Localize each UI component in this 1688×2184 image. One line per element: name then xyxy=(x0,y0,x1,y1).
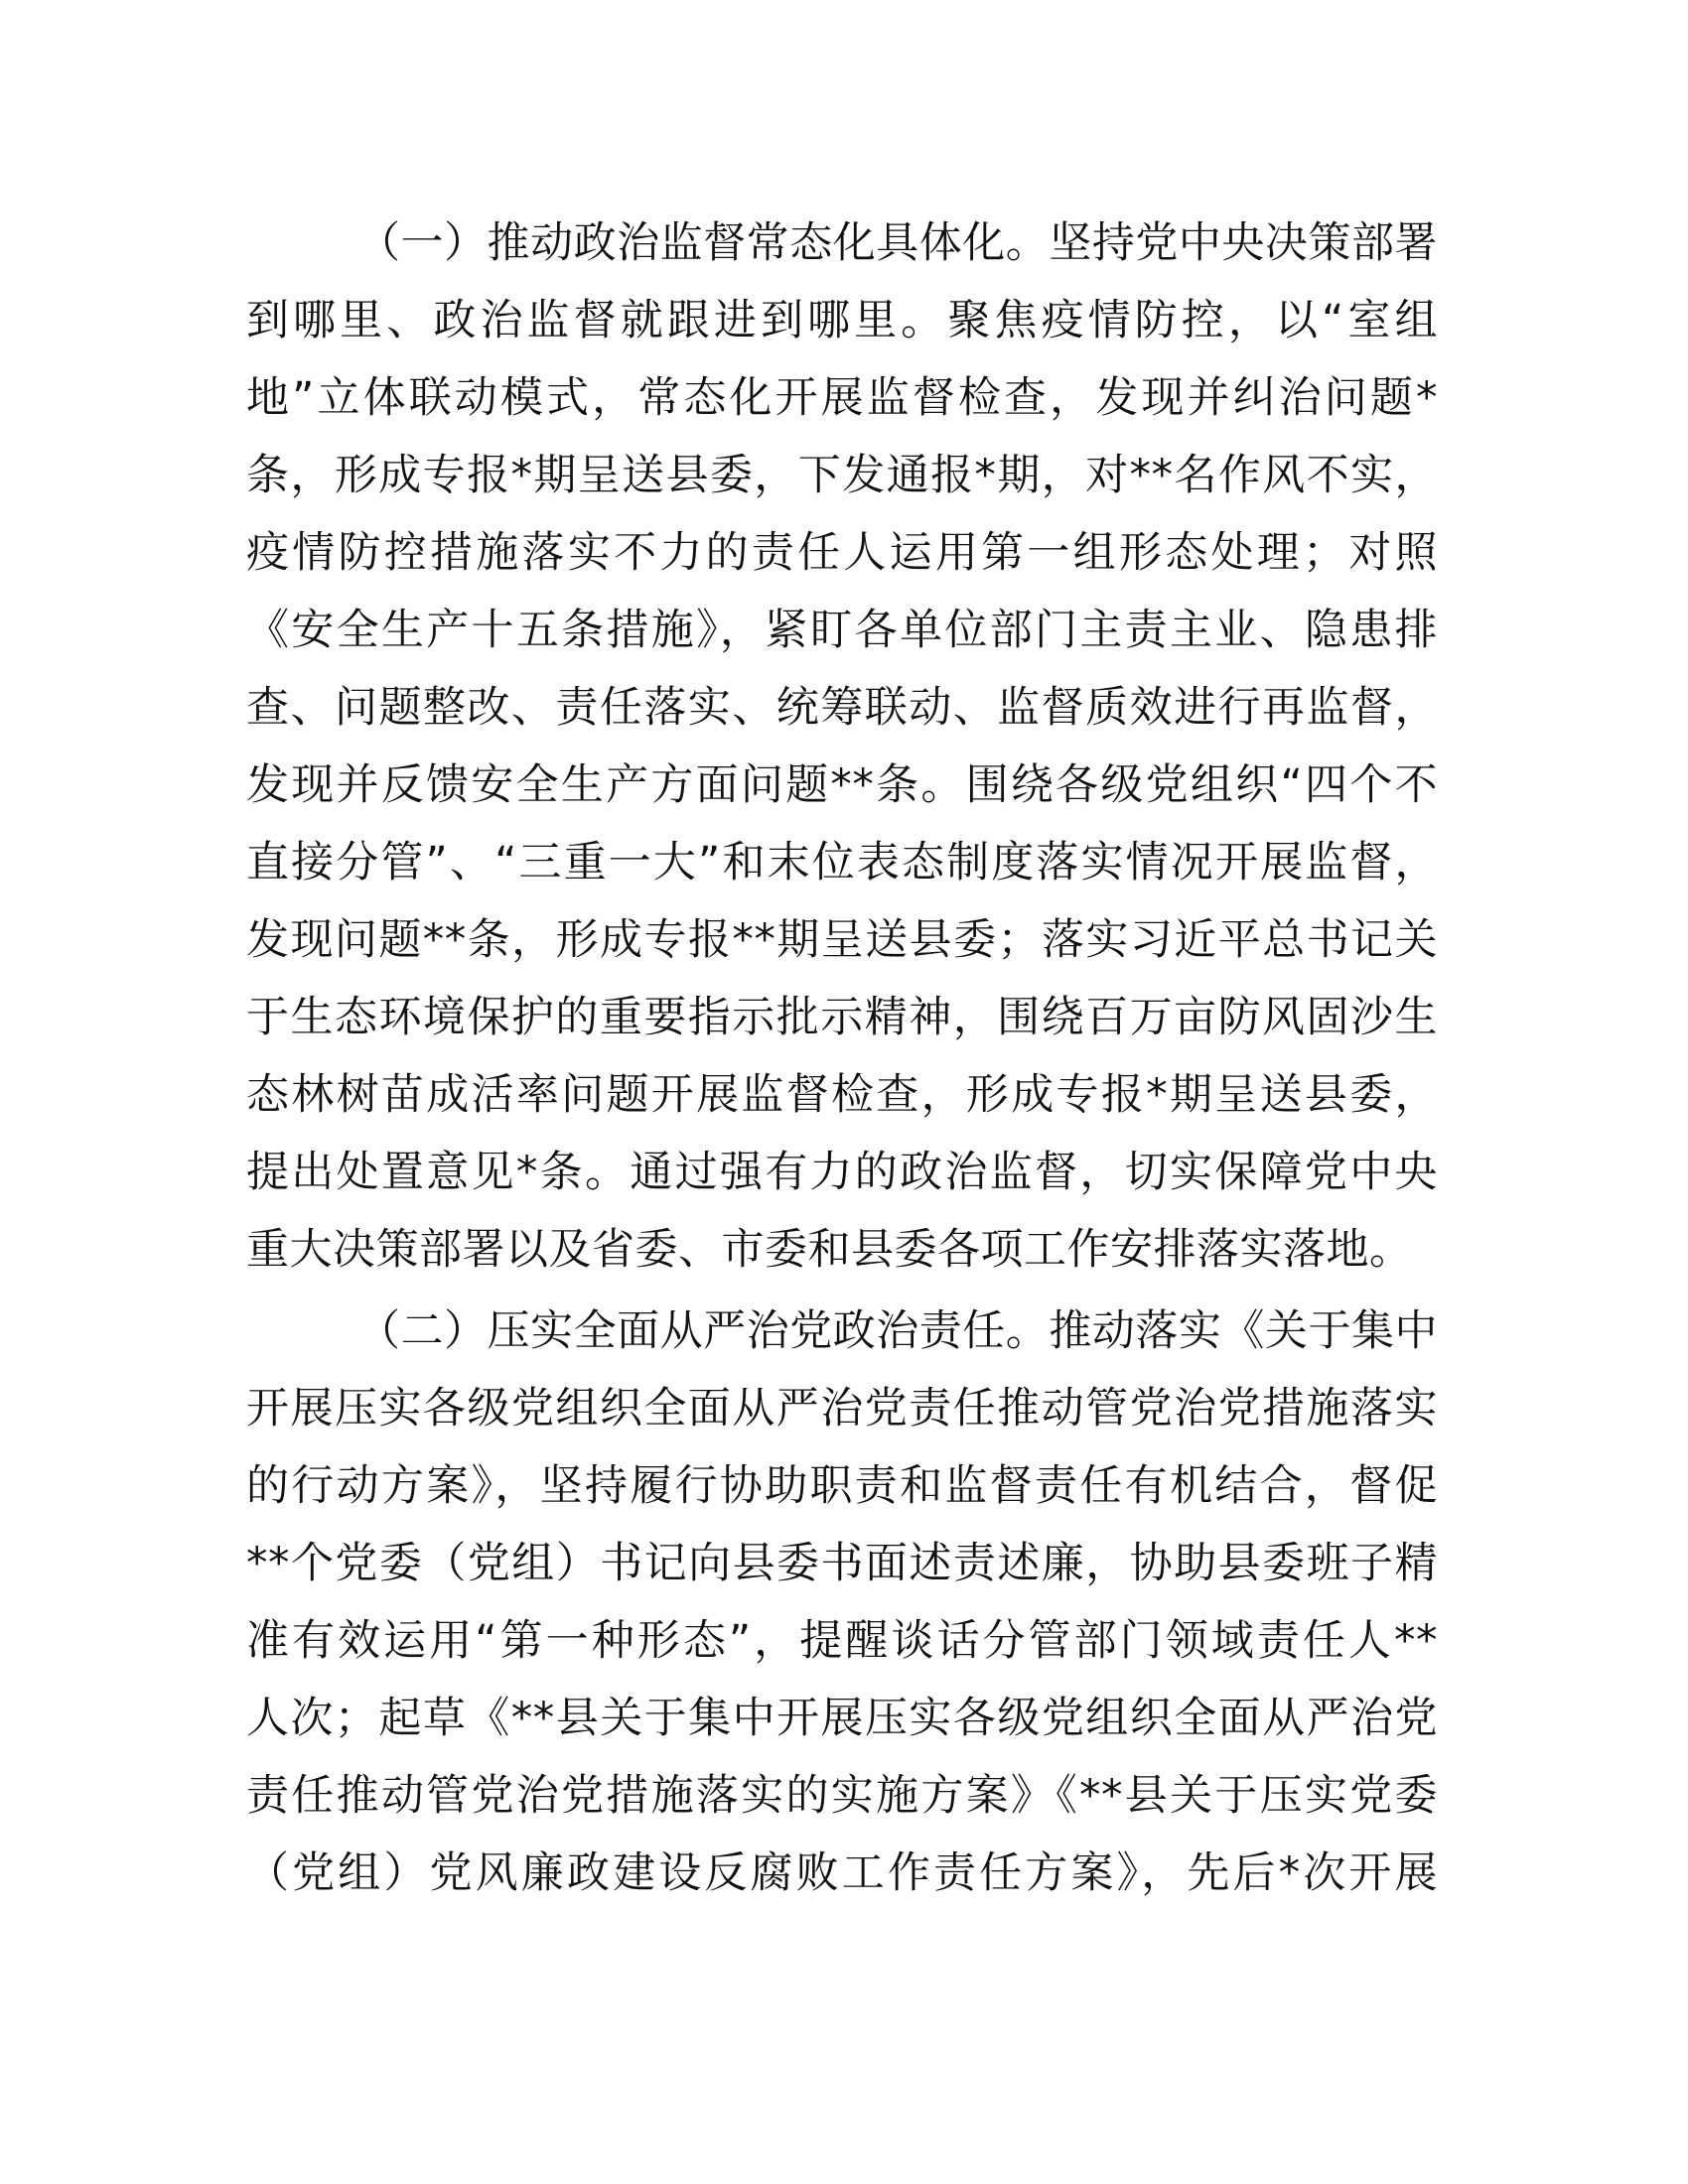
paragraph-line: （一）推动政治监督常态化具体化。坚持党中央决策部署 xyxy=(357,218,1438,268)
paragraph-line: 准有效运用“第一种形态”，提醒谈话分管部门领域责任人** xyxy=(246,1616,1438,1666)
paragraph-line: 的行动方案》，坚持履行协助职责和监督责任有机结合，督促 xyxy=(246,1461,1438,1511)
paragraph-political-supervision xyxy=(246,205,1438,1289)
paragraph-line: 态林树苗成活率问题开展监督检查，形成专报*期呈送县委， xyxy=(246,1070,1438,1120)
paragraph-line: 《安全生产十五条措施》，紧盯各单位部门主责主业、隐患排 xyxy=(246,606,1438,655)
paragraph-line: 到哪里、政治监督就跟进到哪里。聚焦疫情防控，以“室组 xyxy=(246,296,1438,345)
paragraph-line: 发现问题**条，形成专报**期呈送县委；落实习近平总书记关 xyxy=(246,915,1438,965)
paragraph-line: 查、问题整改、责任落实、统筹联动、监督质效进行再监督， xyxy=(246,683,1438,733)
paragraph-line: 条，形成专报*期呈送县委，下发通报*期，对**名作风不实， xyxy=(246,451,1438,500)
paragraph-line: 开展压实各级党组织全面从严治党责任推动管党治党措施落实 xyxy=(246,1384,1438,1433)
paragraph-line: 提出处置意见*条。通过强有力的政治监督，切实保障党中央 xyxy=(246,1148,1438,1197)
document-page xyxy=(246,205,1438,1916)
paragraph-line: 人次；起草《**县关于集中开展压实各级党组织全面从严治党 xyxy=(246,1694,1438,1743)
paragraph-party-responsibility xyxy=(246,1293,1438,1912)
paragraph-line: 发现并反馈安全生产方面问题**条。围绕各级党组织“四个不 xyxy=(246,760,1438,810)
paragraph-line: （二）压实全面从严治党政治责任。推动落实《关于集中 xyxy=(357,1306,1438,1356)
paragraph-line: （党组）党风廉政建设反腐败工作责任方案》，先后*次开展 xyxy=(246,1848,1438,1898)
paragraph-line: 重大决策部署以及省委、市委和县委各项工作安排落实落地。 xyxy=(246,1225,1413,1275)
paragraph-line: 地”立体联动模式，常态化开展监督检查，发现并纠治问题* xyxy=(246,373,1438,423)
paragraph-line: 直接分管”、“三重一大”和末位表态制度落实情况开展监督， xyxy=(246,838,1438,887)
paragraph-line: 疫情防控措施落实不力的责任人运用第一组形态处理；对照 xyxy=(246,528,1438,578)
paragraph-line: **个党委（党组）书记向县委书面述责述廉，协助县委班子精 xyxy=(246,1539,1438,1588)
paragraph-line: 责任推动管党治党措施落实的实施方案》《**县关于压实党委 xyxy=(246,1771,1438,1821)
paragraph-line: 于生态环境保护的重要指示批示精神，围绕百万亩防风固沙生 xyxy=(246,993,1438,1042)
